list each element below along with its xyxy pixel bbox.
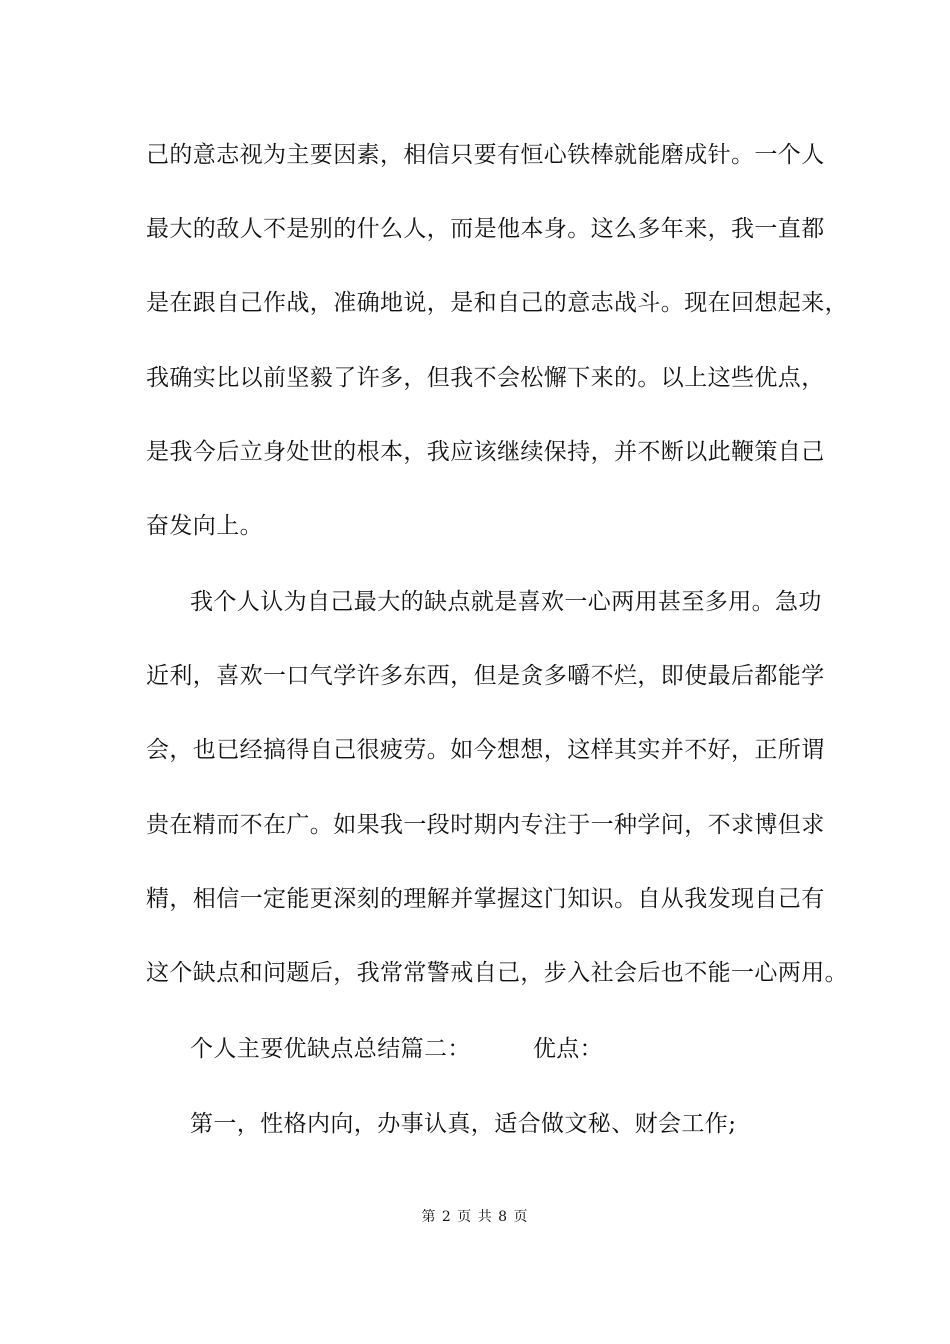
section-heading-title: 个人主要优缺点总结篇二： [190, 1036, 471, 1062]
section-heading-subtitle: 优点： [532, 1036, 604, 1062]
paragraph-2-line-3: 会，也已经搞得自己很疲劳。如今想想，这样其实并不好，正所谓 [146, 737, 825, 763]
paragraph-1-line-1: 己的意志视为主要因素，相信只要有恒心铁棒就能磨成针。一个人 [146, 142, 825, 168]
paragraph-2-line-1: 我个人认为自己最大的缺点就是喜欢一心两用甚至多用。急功 [190, 589, 822, 615]
paragraph-1-line-6: 奋发向上。 [146, 513, 263, 539]
paragraph-2-line-2: 近利，喜欢一口气学许多东西，但是贪多嚼不烂，即使最后都能学 [146, 663, 825, 689]
section-heading [190, 1034, 603, 1064]
paragraph-1-line-3: 是在跟自己作战，准确地说，是和自己的意志战斗。现在回想起来， [146, 290, 848, 316]
paragraph-2-line-4: 贵在精而不在广。如果我一段时期内专注于一种学问，不求博但求 [146, 812, 825, 838]
paragraph-2-line-5: 精，相信一定能更深刻的理解并掌握这门知识。自从我发现自己有 [146, 886, 825, 912]
paragraph-1-line-5: 是我今后立身处世的根本，我应该继续保持，并不断以此鞭策自己 [146, 439, 825, 465]
paragraph-1-line-2: 最大的敌人不是别的什么人，而是他本身。这么多年来，我一直都 [146, 216, 825, 242]
page-number: 第 2 页 共 8 页 [421, 1209, 529, 1225]
paragraph-2-line-6: 这个缺点和问题后，我常常警戒自己，步入社会后也不能一心两用。 [146, 960, 848, 986]
list-item-1: 第一，性格内向，办事认真，适合做文秘、财会工作; [190, 1111, 737, 1137]
paragraph-1-line-4: 我确实比以前坚毅了许多，但我不会松懈下来的。以上这些优点， [146, 365, 825, 391]
